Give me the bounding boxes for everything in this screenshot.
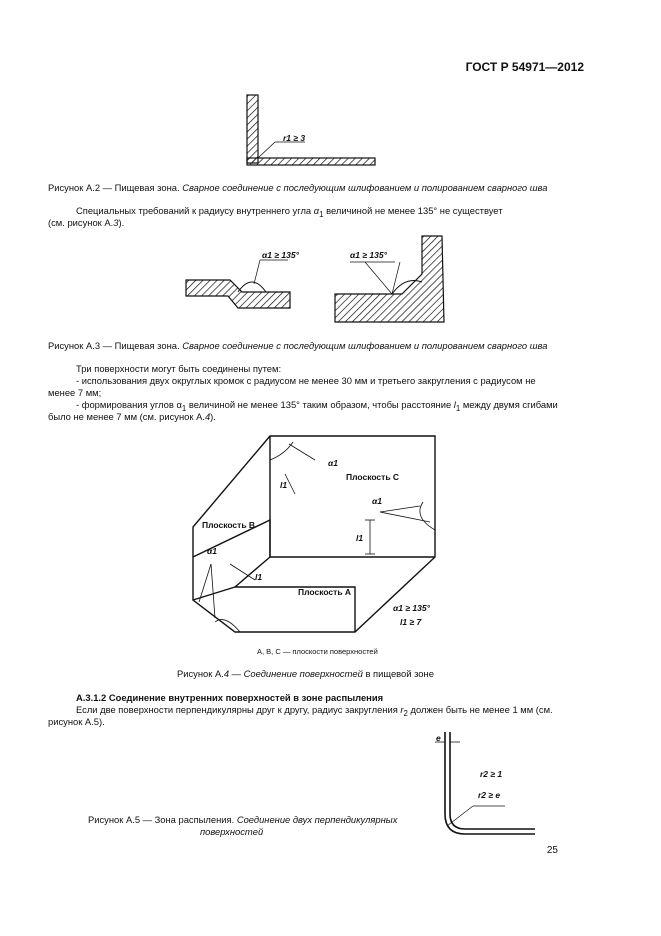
document-id: ГОСТ Р 54971—2012 — [465, 60, 584, 74]
figure-a5-drawing — [425, 728, 540, 840]
figure-a3-left-angle-label: α1 ≥ 135° — [262, 250, 299, 260]
figure-a4-alpha-top: α1 — [328, 458, 338, 468]
paragraph-three-surfaces-item2: - формирования углов $\alpha_1$ величиной не менее 135° таким образом, чтобы расстояние $l_1$ между двумя сгибами — [76, 399, 558, 413]
figure-a4-l1-bottom: l1 — [255, 572, 263, 582]
page-number: 25 — [546, 845, 558, 856]
figure-a4-plane-c: Плоскость С — [346, 472, 400, 482]
paragraph-three-surfaces-intro: Три поверхности могут быть соединены путем: — [76, 363, 282, 374]
figure-a4-caption: Рисунок А.4 — Соединение поверхностей в пищевой зоне — [177, 668, 434, 679]
figure-a4-plane-a: Плоскость А — [298, 587, 352, 597]
figure-a2-radius-label: r1 ≥ 3 — [283, 133, 306, 143]
paragraph-corner-radius-line2: (см. рисунок А.3). — [48, 217, 125, 228]
figure-a2-caption: Рисунок А.2 — Пищевая зона. Сварное соединение с последующим шлифованием и полированием сварного шва — [48, 182, 548, 193]
figure-a3-drawing — [180, 232, 455, 332]
figure-a5-caption-line2: поверхностей — [200, 826, 264, 837]
section-paragraph-cont: рисунок А.5). — [48, 716, 105, 727]
figure-a5-radius-min-label: r2 ≥ 1 — [480, 769, 503, 779]
figure-a3-caption: Рисунок А.3 — Пищевая зона. Сварное соединение с последующим шлифованием и полированием сварного шва — [48, 340, 548, 351]
figure-a4-condition-angle: α1 ≥ 135° — [393, 603, 430, 613]
figure-a3-right-angle-label: α1 ≥ 135° — [350, 250, 387, 260]
figure-a5-caption: Рисунок А.5 — Зона распыления. Соединение двух перпендикулярных — [88, 814, 398, 825]
figure-a4-legend: А, В, С — плоскости поверхностей — [257, 647, 378, 656]
figure-a4-plane-b: Плоскость В — [202, 520, 256, 530]
figure-a4-condition-distance: l1 ≥ 7 — [400, 617, 422, 627]
figure-a4-alpha-left: α1 — [207, 546, 217, 556]
figure-a4-alpha-right: α1 — [372, 496, 382, 506]
section-title: А.3.1.2 Соединение внутренних поверхностей в зоне распыления — [76, 692, 384, 703]
figure-a4-l1-right: l1 — [356, 533, 364, 543]
paragraph-three-surfaces-item1-cont: менее 7 мм; — [48, 387, 102, 398]
paragraph-corner-radius: Специальных требований к радиусу внутреннего угла $\alpha_1$ величиной не менее 135° не существует — [76, 205, 503, 219]
figure-a5-thickness-label: e — [436, 733, 441, 743]
figure-a4-l1-top: l1 — [280, 480, 288, 490]
paragraph-three-surfaces-item2-cont: было не менее 7 мм (см. рисунок А.4). — [48, 411, 216, 422]
figure-a5-radius-thickness-label: r2 ≥ e — [478, 790, 501, 800]
paragraph-three-surfaces-item1: - использования двух округлых кромок с радиусом не менее 30 мм и третьего закругления с радиусом не — [76, 375, 536, 386]
section-paragraph: Если две поверхности перпендикулярны друг к другу, радиус закругления $r_2$ должен быть не менее 1 мм (см. — [76, 704, 553, 718]
